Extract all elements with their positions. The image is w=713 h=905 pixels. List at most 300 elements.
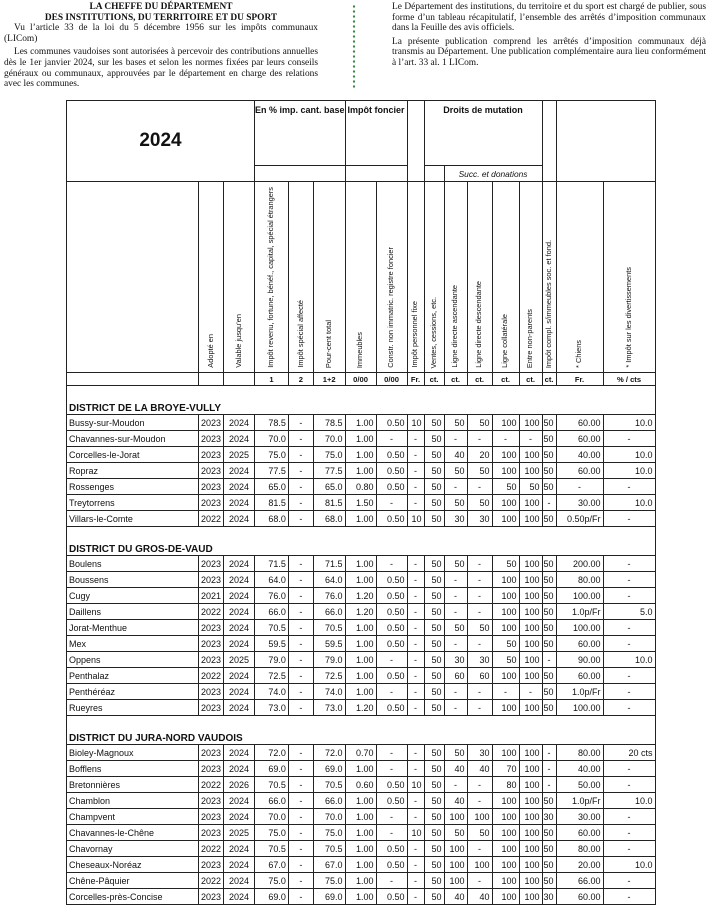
table-cell: -: [288, 652, 313, 668]
table-cell: 0.50: [376, 793, 407, 809]
table-cell: 0.50: [376, 841, 407, 857]
table-cell: 1.00: [345, 463, 376, 479]
table-cell: 0.50: [376, 463, 407, 479]
table-cell: 100: [519, 511, 542, 527]
table-cell: 50: [424, 761, 444, 777]
table-cell: 30: [467, 652, 492, 668]
column-header: [345, 182, 376, 373]
column-header: [424, 182, 444, 373]
units-blank: [67, 373, 199, 386]
table-cell: 67.0: [313, 857, 345, 873]
table-cell: 50: [444, 620, 467, 636]
table-cell: 2021: [199, 588, 224, 604]
table-cell: 2024: [224, 588, 255, 604]
table-cell: 2024: [224, 684, 255, 700]
table-cell: 50: [542, 857, 556, 873]
table-cell: -: [444, 479, 467, 495]
table-cell: -: [467, 431, 492, 447]
header-row-groups: [67, 101, 656, 166]
column-header-label: * Chiens: [574, 340, 584, 368]
table-cell: -: [288, 495, 313, 511]
commune-row: [67, 761, 656, 777]
table-cell: -: [407, 588, 424, 604]
header-spacer: [345, 166, 407, 182]
table-cell: 30: [467, 745, 492, 761]
commune-name: Jorat-Menthue: [67, 620, 199, 636]
table-cell: 73.0: [313, 700, 345, 716]
column-unit: Fr.: [556, 373, 603, 386]
commune-name: Chavornay: [67, 841, 199, 857]
table-cell: 100: [492, 604, 519, 620]
column-separator-dots: [352, 4, 356, 90]
column-header-label: Immeubles: [355, 331, 365, 368]
table-cell: 2023: [199, 620, 224, 636]
table-cell: 100: [519, 857, 542, 873]
table-cell: 0.50: [376, 447, 407, 463]
column-header: [288, 182, 313, 373]
table-cell: 100: [467, 809, 492, 825]
table-cell: -: [288, 620, 313, 636]
commune-row: [67, 809, 656, 825]
publication-paragraph: Le Département des institutions, du territoire et du sport est chargé de publier, sous forme d’un tableau récapitulatif, l’ensemble des arrêtés d’imposition communaux dans la Feuille des avis officiels.: [392, 2, 706, 34]
header-row-units: [67, 373, 656, 386]
table-cell: 73.0: [255, 700, 289, 716]
table-cell: -: [556, 479, 603, 495]
table-cell: 30: [467, 511, 492, 527]
table-cell: -: [288, 668, 313, 684]
table-cell: 100: [519, 588, 542, 604]
table-cell: -: [603, 668, 655, 684]
table-cell: 10: [407, 777, 424, 793]
commune-row: [67, 777, 656, 793]
table-cell: 72.0: [313, 745, 345, 761]
table-cell: 40: [467, 761, 492, 777]
table-cell: 100: [492, 495, 519, 511]
table-cell: 10: [407, 825, 424, 841]
commune-row: [67, 841, 656, 857]
table-cell: 40: [444, 793, 467, 809]
district-heading-row: [67, 386, 656, 415]
table-cell: -: [288, 604, 313, 620]
table-cell: 81.5: [313, 495, 345, 511]
column-header-label: Ligne collatérale: [500, 314, 510, 368]
table-cell: 2023: [199, 572, 224, 588]
commune-row: [67, 636, 656, 652]
table-cell: 0.50: [376, 572, 407, 588]
table-cell: 65.0: [255, 479, 289, 495]
table-cell: -: [376, 809, 407, 825]
table-cell: 90.00: [556, 652, 603, 668]
commune-name: Bretonnières: [67, 777, 199, 793]
table-cell: -: [407, 652, 424, 668]
column-header: [255, 182, 289, 373]
commune-name: Chêne-Pâquier: [67, 873, 199, 889]
table-cell: -: [467, 684, 492, 700]
table-cell: 50: [542, 604, 556, 620]
table-cell: 50: [542, 700, 556, 716]
table-cell: 70: [492, 761, 519, 777]
table-cell: 10.0: [603, 495, 655, 511]
table-cell: 60.00: [556, 463, 603, 479]
column-header-label: Impôt revenu, fortune, bénéf., capital, spécial étrangers: [266, 187, 276, 368]
commune-name: Penthalaz: [67, 668, 199, 684]
table-cell: -: [407, 495, 424, 511]
table-cell: -: [288, 889, 313, 905]
table-cell: 30.00: [556, 809, 603, 825]
commune-name: Boussens: [67, 572, 199, 588]
table-cell: 1.00: [345, 793, 376, 809]
table-cell: -: [288, 825, 313, 841]
table-cell: 60: [444, 668, 467, 684]
table-cell: 100: [519, 556, 542, 572]
table-cell: 100: [519, 745, 542, 761]
table-cell: 50: [542, 620, 556, 636]
table-cell: 40.00: [556, 761, 603, 777]
commune-name: Boulens: [67, 556, 199, 572]
table-cell: -: [288, 761, 313, 777]
table-cell: -: [407, 684, 424, 700]
column-header-label: Ventes, cessions, etc.: [428, 296, 438, 368]
table-cell: 50: [519, 479, 542, 495]
table-cell: -: [407, 841, 424, 857]
table-cell: -: [444, 777, 467, 793]
table-cell: -: [603, 761, 655, 777]
table-cell: -: [444, 588, 467, 604]
table-cell: -: [467, 793, 492, 809]
table-cell: 1.00: [345, 809, 376, 825]
column-unit: 0/00: [345, 373, 376, 386]
table-cell: 70.0: [255, 809, 289, 825]
table-cell: 40: [444, 889, 467, 905]
table-cell: -: [603, 841, 655, 857]
table-cell: 50: [424, 745, 444, 761]
table-cell: 50: [492, 652, 519, 668]
table-cell: 66.0: [313, 793, 345, 809]
table-cell: 100: [492, 825, 519, 841]
table-cell: 0.60: [345, 777, 376, 793]
table-cell: 71.5: [255, 556, 289, 572]
table-cell: 76.0: [255, 588, 289, 604]
table-cell: 78.5: [255, 415, 289, 431]
table-cell: 5.0: [603, 604, 655, 620]
table-cell: 66.0: [255, 793, 289, 809]
table-cell: 2024: [224, 495, 255, 511]
table-cell: 1.00: [345, 511, 376, 527]
table-cell: -: [288, 431, 313, 447]
commune-name: Chavannes-sur-Moudon: [67, 431, 199, 447]
table-cell: 100: [492, 857, 519, 873]
commune-row: [67, 857, 656, 873]
header-commune-blank: [67, 182, 199, 373]
table-cell: 80.00: [556, 745, 603, 761]
table-cell: 100: [519, 604, 542, 620]
table-cell: -: [467, 556, 492, 572]
table-cell: 75.0: [313, 447, 345, 463]
table-cell: -: [288, 857, 313, 873]
table-cell: 64.0: [313, 572, 345, 588]
table-cell: 1.20: [345, 588, 376, 604]
column-header-label: Impôt compl. s/immeubles soc. et fond.: [543, 239, 553, 368]
commune-name: Penthéréaz: [67, 684, 199, 700]
table-cell: 50: [492, 636, 519, 652]
table-cell: 2023: [199, 809, 224, 825]
table-cell: 70.5: [255, 777, 289, 793]
commune-row: [67, 495, 656, 511]
table-cell: 72.0: [255, 745, 289, 761]
column-header-label: Impôt personnel fixe: [410, 301, 420, 368]
table-cell: -: [288, 511, 313, 527]
table-cell: -: [467, 479, 492, 495]
table-cell: -: [288, 588, 313, 604]
table-cell: 100: [519, 825, 542, 841]
header-spacer: [542, 101, 556, 182]
table-cell: 10.0: [603, 415, 655, 431]
table-cell: 2024: [224, 745, 255, 761]
table-cell: -: [603, 511, 655, 527]
table-cell: 80.00: [556, 841, 603, 857]
column-unit: 2: [288, 373, 313, 386]
table-cell: -: [467, 636, 492, 652]
table-cell: -: [467, 572, 492, 588]
year-heading: 2024: [67, 101, 255, 182]
table-cell: -: [376, 556, 407, 572]
column-header: [492, 182, 519, 373]
table-cell: 1.50: [345, 495, 376, 511]
intro-right-column: [392, 2, 706, 72]
table-cell: 2022: [199, 511, 224, 527]
table-cell: 100: [519, 809, 542, 825]
commune-row: [67, 588, 656, 604]
table-cell: -: [288, 809, 313, 825]
table-cell: 50: [424, 857, 444, 873]
table-cell: 0.50: [376, 415, 407, 431]
column-header-label: Valable jusqu’en: [233, 314, 243, 368]
table-cell: -: [444, 636, 467, 652]
table-cell: 60.00: [556, 889, 603, 905]
table-cell: -: [407, 857, 424, 873]
table-cell: 2022: [199, 668, 224, 684]
column-header-label: Ligne directe ascendante: [450, 285, 460, 368]
table-cell: -: [407, 431, 424, 447]
table-cell: 2023: [199, 857, 224, 873]
table-cell: -: [407, 809, 424, 825]
table-cell: 2024: [224, 415, 255, 431]
table-cell: -: [407, 479, 424, 495]
table-cell: 81.5: [255, 495, 289, 511]
table-cell: 50: [424, 636, 444, 652]
table-cell: 100: [444, 873, 467, 889]
table-cell: 70.5: [313, 841, 345, 857]
table-cell: 74.0: [255, 684, 289, 700]
table-cell: 100: [492, 620, 519, 636]
commune-row: [67, 572, 656, 588]
table-cell: 2024: [224, 841, 255, 857]
table-cell: 100: [492, 889, 519, 905]
table-cell: 1.00: [345, 857, 376, 873]
column-header-label: Ligne directe descendante: [474, 281, 484, 368]
table-cell: 100: [492, 447, 519, 463]
table-cell: 100: [519, 793, 542, 809]
table-cell: -: [603, 636, 655, 652]
table-cell: 50: [444, 745, 467, 761]
table-cell: 100: [492, 588, 519, 604]
table-cell: 100: [492, 572, 519, 588]
table-cell: 30: [444, 511, 467, 527]
table-cell: -: [288, 572, 313, 588]
table-cell: -: [603, 556, 655, 572]
table-cell: 1.00: [345, 431, 376, 447]
table-cell: -: [376, 431, 407, 447]
department-title-line-2: DES INSTITUTIONS, DU TERRITOIRE ET DU SPORT: [44, 12, 278, 23]
column-header-label: Entre non-parents: [525, 308, 535, 368]
table-cell: 100.00: [556, 620, 603, 636]
table-cell: 20: [467, 447, 492, 463]
intro-left-column: [4, 2, 318, 93]
commune-row: [67, 873, 656, 889]
commune-name: Treytorrens: [67, 495, 199, 511]
table-cell: -: [407, 620, 424, 636]
column-unit: 1+2: [313, 373, 345, 386]
commune-row: [67, 684, 656, 700]
table-cell: 2024: [224, 556, 255, 572]
table-cell: 2023: [199, 447, 224, 463]
table-cell: -: [519, 684, 542, 700]
table-cell: 66.0: [313, 604, 345, 620]
column-unit: ct.: [467, 373, 492, 386]
table-cell: 2022: [199, 873, 224, 889]
table-cell: 2023: [199, 479, 224, 495]
table-cell: 30.00: [556, 495, 603, 511]
table-cell: -: [542, 777, 556, 793]
commune-name: Champvent: [67, 809, 199, 825]
table-cell: 0.50p/Fr: [556, 511, 603, 527]
table-cell: 2023: [199, 700, 224, 716]
table-cell: -: [407, 761, 424, 777]
table-cell: 50: [424, 668, 444, 684]
table-cell: 0.50: [376, 700, 407, 716]
table-cell: 50: [444, 463, 467, 479]
column-unit: [224, 373, 255, 386]
table-cell: -: [407, 793, 424, 809]
table-cell: 59.5: [255, 636, 289, 652]
table-cell: 50: [424, 447, 444, 463]
table-cell: -: [407, 447, 424, 463]
table-cell: 100: [519, 636, 542, 652]
district-name: DISTRICT DU JURA-NORD VAUDOIS: [67, 716, 656, 745]
header-row-columns: [67, 182, 656, 373]
table-cell: -: [407, 668, 424, 684]
table-cell: -: [288, 684, 313, 700]
table-cell: -: [603, 700, 655, 716]
table-cell: 70.0: [313, 431, 345, 447]
table-cell: 2022: [199, 777, 224, 793]
district-name: DISTRICT DE LA BROYE-VULLY: [67, 386, 656, 415]
table-cell: 70.0: [313, 809, 345, 825]
table-cell: 100: [492, 745, 519, 761]
table-cell: 1.00: [345, 825, 376, 841]
table-cell: -: [288, 636, 313, 652]
table-cell: 59.5: [313, 636, 345, 652]
table-cell: -: [288, 745, 313, 761]
table-cell: 1.00: [345, 447, 376, 463]
table-cell: 69.0: [255, 889, 289, 905]
table-cell: 10: [407, 415, 424, 431]
table-cell: 100: [519, 620, 542, 636]
table-cell: 0.50: [376, 511, 407, 527]
table-cell: 67.0: [255, 857, 289, 873]
table-cell: 80: [492, 777, 519, 793]
table-cell: -: [492, 684, 519, 700]
table-cell: -: [542, 495, 556, 511]
table-cell: 64.0: [255, 572, 289, 588]
table-cell: 100: [519, 447, 542, 463]
table-cell: 100: [519, 668, 542, 684]
authorization-paragraph: Les communes vaudoises sont autorisées à percevoir des contributions annuelles dès le 1er janvier 2024, sur les bases et selon les normes fixées par leurs conseils généraux ou communaux, approuvées par le département en charge des relations avec les communes.: [4, 47, 318, 90]
table-cell: 2023: [199, 793, 224, 809]
table-cell: 50: [542, 479, 556, 495]
table-cell: 50: [492, 479, 519, 495]
table-cell: 2024: [224, 463, 255, 479]
table-cell: 75.0: [255, 825, 289, 841]
table-cell: 20.00: [556, 857, 603, 873]
table-cell: 0.50: [376, 588, 407, 604]
table-cell: 1.00: [345, 572, 376, 588]
table-cell: 100: [492, 793, 519, 809]
table-cell: 100: [519, 761, 542, 777]
table-cell: -: [407, 636, 424, 652]
table-cell: 40: [444, 447, 467, 463]
header-spacer: [407, 101, 424, 182]
table-cell: 100: [492, 873, 519, 889]
table-cell: 50: [424, 841, 444, 857]
column-header: [519, 182, 542, 373]
table-cell: 60.00: [556, 825, 603, 841]
table-cell: -: [519, 431, 542, 447]
table-cell: 60.00: [556, 636, 603, 652]
table-cell: 70.5: [255, 841, 289, 857]
table-cell: -: [407, 463, 424, 479]
table-cell: -: [288, 556, 313, 572]
table-cell: 1.00: [345, 668, 376, 684]
table-cell: 0.50: [376, 777, 407, 793]
table-cell: 1.0p/Fr: [556, 684, 603, 700]
table-cell: 1.0p/Fr: [556, 793, 603, 809]
table-cell: 10.0: [603, 793, 655, 809]
table-cell: -: [603, 684, 655, 700]
table-cell: 30: [542, 809, 556, 825]
table-cell: 2022: [199, 604, 224, 620]
table-cell: -: [542, 761, 556, 777]
table-cell: 100: [519, 495, 542, 511]
table-cell: 50: [467, 463, 492, 479]
table-cell: 50: [444, 825, 467, 841]
table-cell: 50: [444, 556, 467, 572]
table-cell: 2024: [224, 479, 255, 495]
column-header: [313, 182, 345, 373]
table-cell: 50: [424, 873, 444, 889]
column-header: [407, 182, 424, 373]
commune-name: Chamblon: [67, 793, 199, 809]
table-cell: 10.0: [603, 447, 655, 463]
table-cell: 0.50: [376, 620, 407, 636]
table-cell: 100: [492, 415, 519, 431]
table-cell: 50: [467, 620, 492, 636]
table-cell: 1.00: [345, 636, 376, 652]
table-cell: -: [288, 777, 313, 793]
table-cell: -: [407, 572, 424, 588]
commune-row: [67, 447, 656, 463]
table-cell: 70.5: [313, 777, 345, 793]
